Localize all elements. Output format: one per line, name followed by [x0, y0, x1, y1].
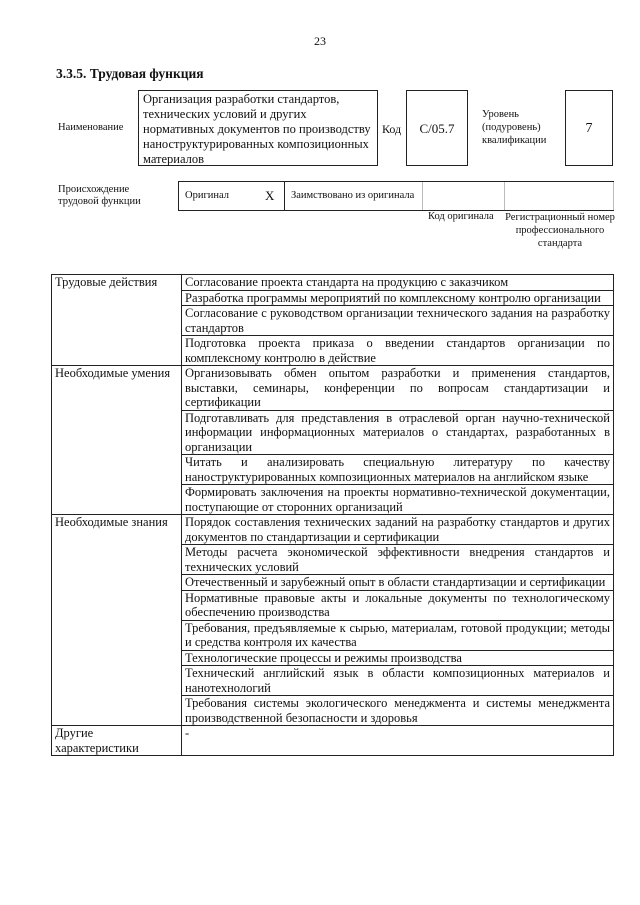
section-title: 3.3.5. Трудовая функция — [56, 66, 204, 81]
row-item: Порядок составления технических заданий на разработку стандартов и других документов по стандартизации и сертификации — [182, 515, 614, 545]
code-original-label: Код оригинала — [428, 211, 494, 222]
row-item: Методы расчета экономической эффективности внедрения стандартов и технических условий — [182, 545, 614, 575]
row-header: Другие характеристики — [52, 726, 182, 756]
row-item: Организовывать обмен опытом разработки и применения стандартов, выставки, семинары, конференции по вопросам стандартизации и сертификации — [182, 366, 614, 411]
origin-row — [178, 181, 614, 211]
row-item: Согласование с руководством организации технического задания на разработку стандартов — [182, 306, 614, 336]
original-cell — [178, 182, 284, 210]
row-header: Необходимые знания — [52, 515, 182, 726]
row-item: Нормативные правовые акты и локальные документы по технологическому обеспечению производства — [182, 590, 614, 620]
row-header: Трудовые действия — [52, 275, 182, 366]
row-item: Требования, предъявляемые к сырью, материалам, готовой продукции; методы и средства контроля их качества — [182, 620, 614, 650]
origin-label: Происхождение трудовой функции — [58, 184, 141, 207]
row-item: Согласование проекта стандарта на продукцию с заказчиком — [182, 275, 614, 291]
row-item: Читать и анализировать специальную литературу по качеству наноструктурированных композиционных материалов на английском языке — [182, 455, 614, 485]
row-item: Формировать заключения на проекты нормативно-технической документации, поступающие от сторонних организаций — [182, 485, 614, 515]
table-row — [52, 515, 614, 545]
function-table — [51, 274, 614, 756]
original-mark: X — [265, 188, 275, 203]
level-label: Уровень (подуровень) квалификации — [482, 109, 547, 146]
borrowed-cell: Заимствовано из оригинала — [284, 182, 422, 210]
code-original-cell — [422, 182, 504, 210]
row-item: Отечественный и зарубежный опыт в области стандартизации и сертификации — [182, 575, 614, 591]
row-item: Подготовка проекта приказа о введении стандартов организации по комплексному контролю в действие — [182, 336, 614, 366]
row-item: - — [182, 726, 614, 756]
row-item: Технический английский язык в области композиционных материалов и нанотехнологий — [182, 666, 614, 696]
table-row — [52, 275, 614, 291]
row-item: Требования системы экологического менеджмента и системы менеджмента производственной безопасности и здоровья — [182, 696, 614, 726]
table-row — [52, 726, 614, 756]
page-number: 23 — [314, 34, 326, 48]
code-label: Код — [382, 122, 402, 136]
code-value: С/05.7 — [406, 90, 468, 166]
table-row — [52, 366, 614, 411]
original-label: Оригинал — [185, 190, 229, 201]
row-item: Технологические процессы и режимы производства — [182, 650, 614, 666]
reg-number-cell — [504, 182, 614, 210]
function-name-box: Организация разработки стандартов, технических условий и других нормативных документов по производству наноструктурированных композиционных материалов — [138, 90, 378, 166]
row-header: Необходимые умения — [52, 366, 182, 515]
level-value: 7 — [565, 90, 613, 166]
naming-label: Наименование — [58, 122, 124, 133]
reg-number-label: Регистрационный номер профессионального стандарта — [505, 212, 615, 249]
row-item: Разработка программы мероприятий по комплексному контролю организации — [182, 290, 614, 306]
row-item: Подготавливать для представления в отраслевой орган научно-технической информации информационных материалов о стандартах, разработанных в организации — [182, 410, 614, 455]
